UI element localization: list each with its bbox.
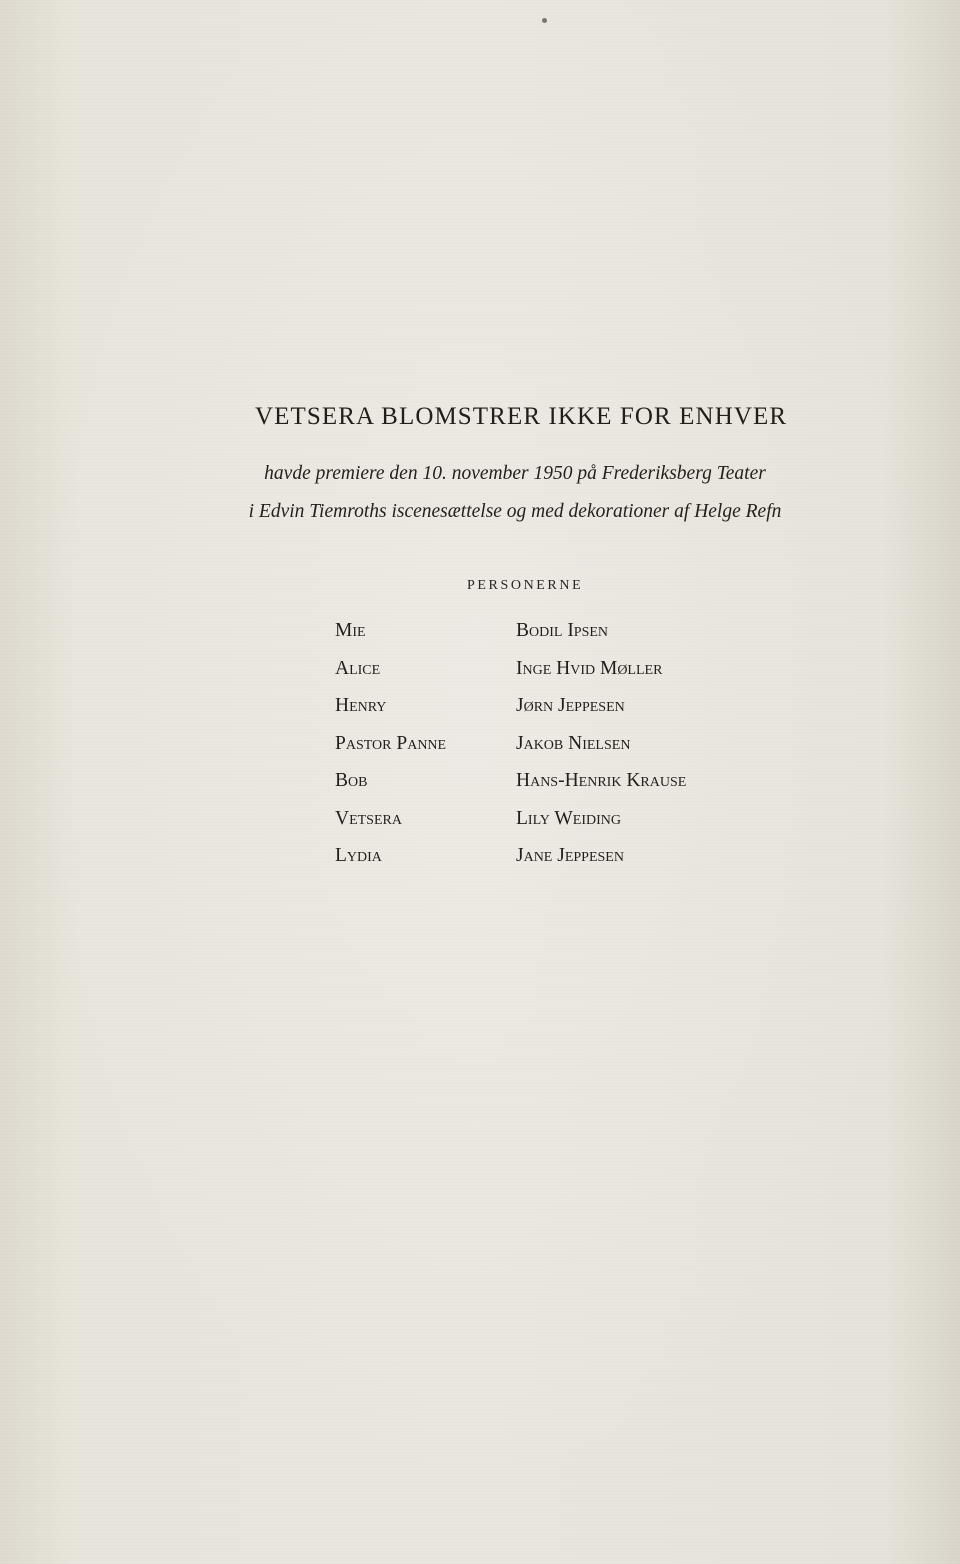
role-name: Vetsera [335,807,402,829]
cast-row [335,695,755,733]
actor-name: Lily Weiding [516,807,621,829]
paper-speck [542,18,547,23]
actor-name: Hans-Henrik Krause [516,770,687,791]
role-name: Lydia [335,845,382,866]
cast-row [335,808,755,846]
role-name: Alice [335,657,381,679]
cast-heading: PERSONERNE [467,578,584,593]
role-name: Henry [335,695,387,716]
cast-row [335,620,755,658]
cast-row [335,733,755,771]
play-title: VETSERA BLOMSTRER IKKE FOR ENHVER [255,403,788,430]
role-name: Bob [335,770,368,791]
cast-row [335,770,755,808]
role-name: Pastor Panne [335,732,447,754]
premiere-line: havde premiere den 10. november 1950 på Frederiksberg Teater [264,463,766,484]
cast-row [335,845,755,883]
premiere-line: i Edvin Tiemroths iscenesættelse og med dekorationer af Helge Refn [248,501,782,522]
cast-list [335,620,755,883]
premiere-note [0,455,960,531]
role-name: Mie [335,620,366,641]
actor-name: Inge Hvid Møller [516,657,663,679]
cast-row [335,658,755,696]
actor-name: Jakob Nielsen [516,732,631,754]
actor-name: Jane Jeppesen [516,845,624,866]
actor-name: Jørn Jeppesen [516,695,625,716]
actor-name: Bodil Ipsen [516,620,609,641]
